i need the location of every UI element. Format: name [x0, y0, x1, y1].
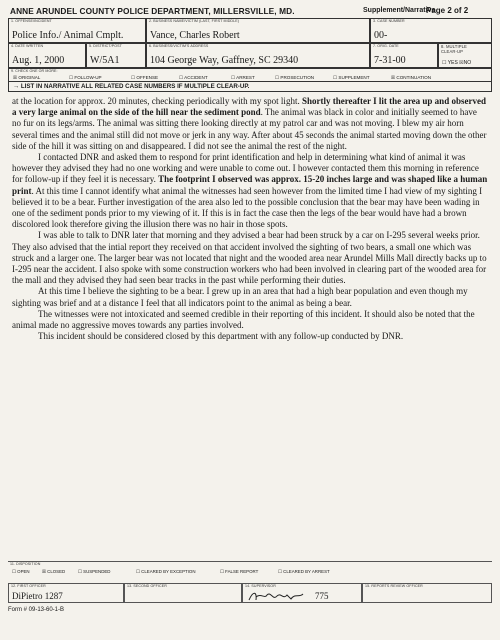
second-officer-label: 13. SECOND OFFICER: [127, 584, 167, 588]
disp-cleared-exception[interactable]: ☐ CLEARED BY EXCEPTION: [136, 569, 196, 574]
page-number: Page 2 of 2: [426, 6, 469, 15]
clearup-field: [438, 43, 492, 68]
reviewer-label: 15. REPORTS REVIEW OFFICER: [365, 584, 423, 588]
report-header: [8, 6, 492, 18]
address-value: 104 George Way, Gaffney, SC 29340: [150, 55, 299, 66]
related-cases-note: [8, 82, 492, 92]
offense-value: Police Info./ Animal Cmplt.: [12, 30, 124, 41]
district-label: 5. DISTRICT/POST: [89, 44, 122, 48]
narrative-bold-text: The footprint I observed was approx. 15-20 inches large and was shaped like a human print: [12, 174, 488, 196]
related-cases-text: → LIST IN NARRATIVE ALL RELATED CASE NUMBERS IF MULTIPLE CLEAR-UP.: [13, 83, 250, 90]
supplement-label: Supplement/Narrative: [363, 7, 436, 14]
victim-value: Vance, Charles Robert: [150, 30, 240, 41]
agency-title: ANNE ARUNDEL COUNTY POLICE DEPARTMENT, MILLERSVILLE, MD.: [10, 6, 295, 16]
first-officer-label: 12. FIRST OFFICER: [11, 584, 46, 588]
district-field: [86, 43, 146, 68]
narrative-bold-text: Shortly thereafter I lit the area up and observed a very large animal on the side of the hill near the sediment pond: [12, 96, 486, 118]
case-number-value: 00-: [374, 30, 388, 41]
victim-field: [146, 18, 370, 43]
narrative-paragraph: I was able to talk to DNR later that morning and they advised a bear had been struck by a car on I-295 several weeks prior. They also advised that the intial report they received on that accident involved the sighting of two bears, a small one which was struck and a larger one. The larger bear was not located that night and the wooded area near Arundel Mills Mall directly backs up to I-295 near the accident. I also spoke with some construction workers who had been involved in clearing part of the wooded area for the mall and they advised they had seen bear tracks in the past while performing their duties.: [12, 230, 487, 286]
disp-cleared-arrest[interactable]: ☐ CLEARED BY ARREST: [278, 569, 330, 574]
form-number: Form # 09-13-60-1-B: [8, 607, 65, 613]
address-label: 6. BUSINESS/VICTIM'S ADDRESS: [149, 44, 209, 48]
disp-suspended[interactable]: ☐ SUSPENDED: [78, 569, 111, 574]
supervisor-signature: [247, 589, 307, 603]
check-arrest[interactable]: ☐ ARREST: [231, 75, 255, 80]
disp-closed[interactable]: ☒ CLOSED: [42, 569, 66, 574]
reviewer-field: [362, 583, 492, 603]
narrative-paragraph: [12, 96, 488, 152]
narrative-paragraph: At this time I believe the sighting to be a bear. I grew up in an area that had a high bear population and even though my sighting was brief and at a distance I feel that all indicators point to the animal as being a bear.: [12, 286, 468, 308]
address-field: [146, 43, 370, 68]
check-original[interactable]: ☒ ORIGINAL: [13, 75, 41, 80]
case-number-field: [370, 18, 492, 43]
clearup-value: ☐ YES ☒NO: [442, 60, 472, 66]
orig-date-field: [370, 43, 438, 68]
check-prosecution[interactable]: ☐ PROSECUTION: [275, 75, 315, 80]
check-offense[interactable]: ☐ OFFENSE: [131, 75, 159, 80]
supervisor-field: [242, 583, 362, 603]
victim-label: 2. BUSINESS NAME/VICTIM (LAST, FIRST MIDDLE): [149, 19, 239, 23]
orig-date-label: 7. ORIG. DATE: [373, 44, 399, 48]
narrative-body: [12, 96, 488, 342]
checks-label: 9. CHECK ONE OR MORE:: [11, 69, 58, 73]
check-accident[interactable]: ☐ ACCIDENT: [179, 75, 208, 80]
supervisor-label: 14. SUPERVISOR: [245, 584, 276, 588]
first-officer-field: [8, 583, 124, 603]
offense-label: 1. OFFENSE/INCIDENT: [11, 19, 52, 23]
report-type-checks: [8, 68, 492, 82]
disp-open[interactable]: ☐ OPEN: [12, 569, 30, 574]
first-officer-value: DiPietro 1287: [12, 591, 63, 601]
narrative-text: I contacted DNR and asked them to respond for print identification and help in determining what kind of animal it was however they advised they had no one working and were unable to come out. I however contacted them this morning in reference for follow-up if they feel it is necessary.: [12, 152, 479, 185]
offense-field: [8, 18, 146, 43]
narrative-text: . At this time I cannot identify what animal the witnesses had seen however from the limited time I had view of my sighting I believed it to be a bear. Further investigation of the area also led to the possible conclusion that the bear may have been wading in one of the sediment ponds prior to my viewing of it. If this is in fact the case then the legs of the bear would have had a brown discolored look therefore giving the illusion there was no hair in those spots.: [12, 185, 483, 230]
case-number-label: 3. CASE NUMBER: [373, 19, 405, 23]
orig-date-value: 7-31-00: [374, 55, 406, 66]
narrative-text: . The animal was black in color and initially seemed to have no fur on its legs/arms. The animal was sitting there looking directly at my patrol car and was not moving. I blew my air horn several times and the animal still did not move or jerk in any way. After about 45 seconds the animal started moving down the other side of the hill it was sitting on and disappeared. I did not see the animal the rest of the night.: [12, 107, 487, 151]
clearup-label: 8. MULTIPLE CLEAR-UP: [441, 44, 467, 54]
narrative-paragraph: [12, 152, 488, 230]
narrative-paragraph: This incident should be considered closed by this department with any follow-up conducted by DNR.: [38, 331, 404, 342]
date-written-label: 4. DATE WRITTEN: [11, 44, 44, 48]
second-officer-field: [124, 583, 242, 603]
district-value: W/5A1: [90, 55, 120, 66]
disp-false-report[interactable]: ☐ FALSE REPORT: [220, 569, 259, 574]
narrative-paragraph: The witnesses were not intoxicated and seemed credible in their reporting of this incident. It should also be noted that the animal made no aggressive moves towards any parties involved.: [12, 308, 475, 331]
report-page: [8, 6, 492, 634]
date-written-value: Aug. 1, 2000: [12, 55, 65, 66]
supervisor-id: 775: [315, 591, 329, 601]
disposition-label: 11. DISPOSITION: [10, 562, 41, 566]
check-supplement[interactable]: ☐ SUPPLEMENT: [333, 75, 370, 80]
check-continuation[interactable]: ☒ CONTINUATION: [391, 75, 432, 80]
date-written-field: [8, 43, 86, 68]
check-follow-up[interactable]: ☐ FOLLOW-UP: [69, 75, 102, 80]
narrative-text: at the location for approx. 20 minutes, checking periodically with my spot light.: [12, 96, 302, 106]
